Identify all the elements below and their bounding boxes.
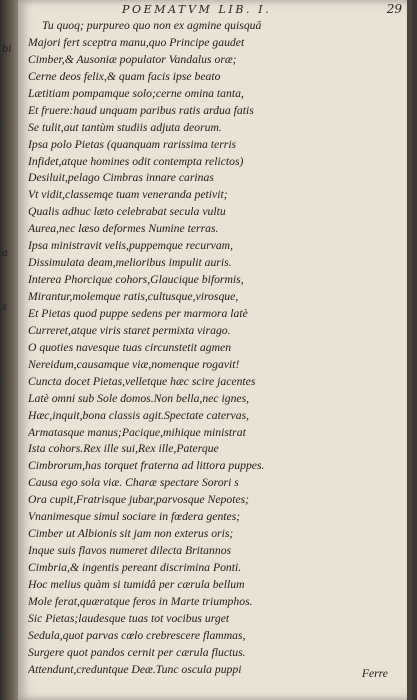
- verse-line: O quoties navesque tuas circunstetit agmen: [28, 340, 232, 354]
- verse-line: Cerne deos felix,& quam facis ipse beato: [28, 69, 221, 83]
- verse-line: Et Pietas quod puppe sedens per marmora latè: [28, 306, 248, 320]
- verse-line: Qualis adhuc læto celebrabat secula vultu: [28, 205, 226, 219]
- verse-line: Hæc,inquit,bona classis agit.Spectate catervas,: [28, 408, 250, 422]
- verse-line: Curreret,atque viris staret permixta virago.: [28, 323, 231, 337]
- verse-line: Infidet,atque homines odit contempta relictos): [28, 154, 244, 168]
- verse-line: Surgere quot pandos cernit per cærula fluctus.: [28, 645, 246, 659]
- verse-line: Inque suis flavos numeret dilecta Britannos: [28, 544, 232, 558]
- verse-line: Causa ego sola viæ. Charæ spectare Sorori s: [28, 476, 239, 490]
- margin-fragment: a: [2, 248, 8, 259]
- verse-block: [28, 18, 406, 679]
- verse-line: Cimber,& Ausoniæ populator Vandalus oræ;: [28, 52, 237, 66]
- verse-line: Interea Phorcique cohors,Glaucique biformis,: [28, 273, 244, 287]
- margin-fragment: bi: [2, 44, 12, 55]
- page-number: 29: [386, 2, 402, 16]
- verse-line: Ipsa polo Pietas (quanquam rarissima terris: [28, 137, 237, 151]
- running-head: POEMATVM LIB. I.: [122, 3, 272, 16]
- verse-line: Cimbria,& ingentis pereant discrimina Ponti.: [28, 561, 242, 574]
- verse-line: Aurea,nec læso deformes Numine terras.: [28, 222, 219, 236]
- verse-line: Vt vidit,classemqe tuam veneranda petivit;: [28, 188, 228, 202]
- verse-line: Nereidum,causamque viæ,nomenque rogavit!: [28, 357, 240, 371]
- margin-fragment: s: [2, 302, 8, 313]
- verse-line: Attendunt,creduntque Deæ.Tunc oscula puppi: [28, 662, 242, 676]
- verse-line: Vnanimesque simul sociare in fœdera gentes;: [28, 510, 241, 524]
- catchword: Ferre: [361, 667, 388, 680]
- page-right-edge: [407, 0, 412, 700]
- verse-line: Latè omni sub Sole domos.Non bella,nec ignes,: [28, 391, 250, 405]
- verse-line: Mole ferat,quæratque feros in Marte triumphos.: [28, 594, 253, 608]
- verse-line: Ora cupit,Fratrisque jubar,parvosque Nepotes;: [28, 493, 250, 507]
- verse-line: Cuncta docet Pietas,velletque hæc scire jacentes: [28, 374, 256, 388]
- verse-line: Lætitiam pompamque solo;cerne omina tanta,: [28, 86, 244, 100]
- adjacent-page-edge: [0, 0, 18, 700]
- verse-line: Et fruere:haud unquam paribus ratis ardua fatis: [28, 103, 254, 117]
- verse-line: Sic Pietas;laudesque tuas tot vocibus urget: [28, 611, 230, 625]
- verse-line: Ipsa ministravit velis,puppemque recurvam,: [28, 239, 234, 253]
- verse-line: Hoc melius quàm si tumidâ per cærula bellum: [28, 577, 245, 591]
- book-page: [18, 0, 412, 700]
- verse-line: Ista cohors.Rex ille sui,Rex ille,Paterque: [28, 442, 219, 456]
- verse-line: Cimbrorum,has torquet fraterna ad littora puppes.: [28, 459, 265, 473]
- verse-line: Majori fert sceptra manu,quo Principe gaudet: [28, 35, 245, 49]
- verse-line: Cimber ut Albionis sit jam non exterus oris;: [28, 527, 234, 541]
- verse-line: Mirantur,molemque ratis,cultusque,virosque,: [28, 290, 239, 303]
- verse-line: Tu quoq; purpureo quo non ex agmine quisquā: [42, 19, 262, 32]
- verse-line: Dissimulata deam,melioribus impulit auris.: [28, 256, 232, 270]
- verse-line: Sedula,quot parvas cœlo crebrescere flammas,: [28, 628, 246, 642]
- verse-line: Se tulit,aut tantùm studiis adjuta deorum.: [28, 120, 222, 134]
- verse-line: Desiluit,pelago Cimbras innare carinas: [28, 171, 214, 185]
- verse-line: Armatasque manus;Pacique,mihique ministrat: [28, 425, 246, 439]
